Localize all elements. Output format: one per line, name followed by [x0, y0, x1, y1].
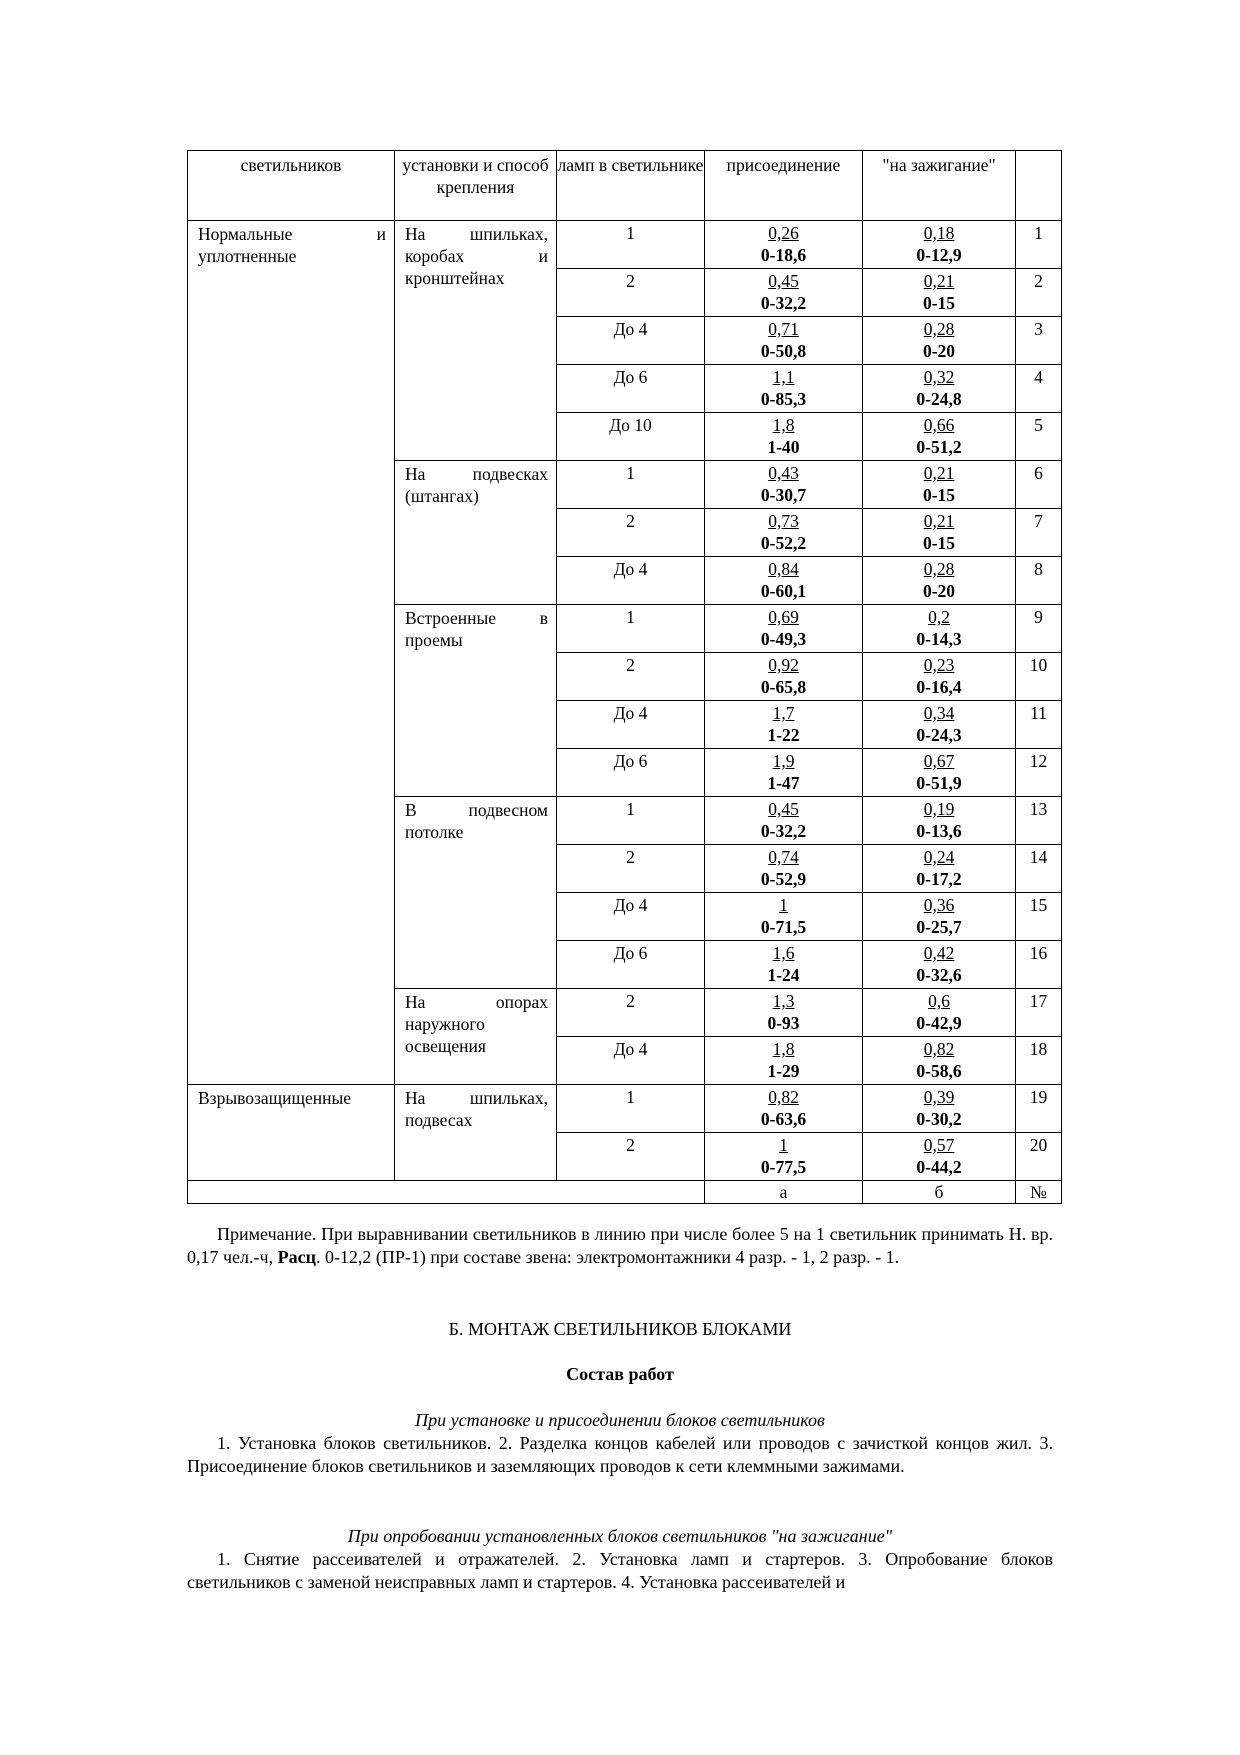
- test-heading: При опробовании установленных блоков светильников "на зажигание": [347, 1526, 893, 1546]
- install-heading: При установке и присоединении блоков светильников: [415, 1410, 825, 1430]
- price-rate: 0-42,9: [916, 1013, 962, 1033]
- mount-method-label: На подвесках (штангах): [405, 464, 548, 506]
- connection-norm-cell: [705, 413, 863, 461]
- price-rate: 0-30,7: [760, 485, 807, 505]
- table-footer-row: [188, 1181, 1062, 1204]
- price-rate: 0-17,2: [916, 869, 962, 889]
- lamp-count-cell: 2: [557, 989, 705, 1037]
- time-norm: 1,8: [772, 1039, 795, 1059]
- row-number-cell: 4: [1016, 365, 1062, 413]
- ignition-test-norm-cell: [863, 365, 1016, 413]
- ignition-test-norm-cell: [863, 701, 1016, 749]
- time-norm: 0,28: [923, 319, 955, 339]
- lamp-count-cell: До 6: [557, 749, 705, 797]
- header-cell: "на зажигание": [863, 151, 1016, 221]
- mount-method-label: На шпильках, подвесах: [405, 1088, 548, 1130]
- price-rate: 0-52,2: [760, 533, 807, 553]
- time-norm: 0,82: [923, 1039, 955, 1059]
- price-rate: 0-85,3: [760, 389, 807, 409]
- ignition-test-norm-cell: [863, 941, 1016, 989]
- mount-method-label: Встроенные в проемы: [405, 608, 548, 650]
- price-rate: 0-12,9: [916, 245, 962, 265]
- time-norm: 1,3: [772, 991, 795, 1011]
- connection-norm-cell: [705, 701, 863, 749]
- time-norm: 1,9: [772, 751, 795, 771]
- norms-table: [187, 150, 1062, 1204]
- header-cell: установки и способ крепления: [395, 151, 557, 221]
- price-rate: 1-47: [767, 773, 800, 793]
- time-norm: 0,21: [923, 511, 955, 531]
- time-norm: 0,84: [768, 559, 799, 579]
- price-rate: 0-32,2: [760, 821, 807, 841]
- lamp-count-cell: 1: [557, 461, 705, 509]
- time-norm: 0,2: [928, 607, 950, 627]
- time-norm: 0,34: [923, 703, 955, 723]
- price-rate: 0-77,5: [760, 1157, 807, 1177]
- price-rate: 0-18,6: [760, 245, 807, 265]
- mount-method-label: На шпильках, коробах и кронштейнах: [405, 224, 548, 288]
- time-norm: 0,39: [923, 1087, 955, 1107]
- connection-norm-cell: [705, 893, 863, 941]
- connection-norm-cell: [705, 509, 863, 557]
- price-rate: 0-50,8: [760, 341, 807, 361]
- lamp-count-cell: 2: [557, 653, 705, 701]
- mount-method-cell: [395, 797, 557, 989]
- time-norm: 0,92: [768, 655, 799, 675]
- time-norm: 1: [779, 1135, 788, 1155]
- time-norm: 0,73: [768, 511, 799, 531]
- connection-norm-cell: [705, 317, 863, 365]
- price-rate: 0-65,8: [760, 677, 807, 697]
- lamp-count-cell: До 6: [557, 941, 705, 989]
- connection-norm-cell: [705, 221, 863, 269]
- price-rate: 0-16,4: [916, 677, 962, 697]
- subsection-title: Состав работ: [566, 1364, 674, 1384]
- row-number-cell: 17: [1016, 989, 1062, 1037]
- connection-norm-cell: [705, 605, 863, 653]
- time-norm: 0,18: [923, 223, 955, 243]
- time-norm: 0,23: [923, 655, 955, 675]
- price-rate: 0-51,2: [916, 437, 962, 457]
- time-norm: 1,8: [772, 415, 795, 435]
- time-norm: 1: [779, 895, 788, 915]
- header-cell: [1016, 151, 1062, 221]
- row-number-cell: 10: [1016, 653, 1062, 701]
- number-column-label: №: [1016, 1181, 1062, 1204]
- luminaire-type-label: Взрывозащищенные: [198, 1088, 352, 1108]
- lamp-count-cell: До 4: [557, 557, 705, 605]
- row-number-cell: 13: [1016, 797, 1062, 845]
- mount-method-cell: [395, 221, 557, 461]
- test-text: 1. Снятие рассеивателей и отражателей. 2. Установка ламп и стартеров. 3. Опробование блоков светильников с заменой неисправных ламп и стартеров. 4. Установка рассеивателей и: [187, 1549, 1053, 1592]
- note-text-2: . 0-12,2 (ПР-1) при составе звена: электромонтажники 4 разр. - 1, 2 разр. - 1.: [315, 1247, 900, 1267]
- price-rate: 0-49,3: [760, 629, 807, 649]
- footer-empty-cell: [188, 1181, 705, 1204]
- connection-norm-cell: [705, 797, 863, 845]
- price-rate: 0-93: [767, 1013, 800, 1033]
- time-norm: 0,24: [923, 847, 955, 867]
- time-norm: 0,82: [768, 1087, 799, 1107]
- row-number-cell: 5: [1016, 413, 1062, 461]
- time-norm: 0,42: [923, 943, 955, 963]
- time-norm: 0,67: [923, 751, 955, 771]
- time-norm: 0,28: [923, 559, 955, 579]
- ignition-test-norm-cell: [863, 1133, 1016, 1181]
- ignition-test-norm-cell: [863, 605, 1016, 653]
- row-number-cell: 3: [1016, 317, 1062, 365]
- lamp-count-cell: 1: [557, 797, 705, 845]
- column-b-label: б: [863, 1181, 1016, 1204]
- time-norm: 0,6: [928, 991, 950, 1011]
- lamp-count-cell: 1: [557, 605, 705, 653]
- time-norm: 0,74: [768, 847, 799, 867]
- price-rate: 0-52,9: [760, 869, 807, 889]
- price-rate: 0-25,7: [916, 917, 962, 937]
- ignition-test-norm-cell: [863, 413, 1016, 461]
- price-rate: 0-24,3: [916, 725, 962, 745]
- time-norm: 0,26: [768, 223, 799, 243]
- price-rate: 1-29: [767, 1061, 800, 1081]
- time-norm: 0,32: [923, 367, 955, 387]
- connection-norm-cell: [705, 941, 863, 989]
- ignition-test-norm-cell: [863, 557, 1016, 605]
- row-number-cell: 16: [1016, 941, 1062, 989]
- price-rate: 0-60,1: [760, 581, 807, 601]
- price-rate: 0-63,6: [760, 1109, 807, 1129]
- time-norm: 0,19: [923, 799, 955, 819]
- price-rate: 0-14,3: [916, 629, 962, 649]
- install-block: [187, 1409, 1053, 1478]
- price-rate: 0-20: [922, 341, 956, 361]
- install-text: 1. Установка блоков светильников. 2. Разделка концов кабелей или проводов с зачисткой концов жил. 3. Присоединение блоков светильников и заземляющих проводов к сети клеммными зажимами.: [187, 1433, 1053, 1476]
- ignition-test-norm-cell: [863, 221, 1016, 269]
- time-norm: 0,45: [768, 799, 799, 819]
- time-norm: 1,6: [772, 943, 795, 963]
- section-block: [187, 1318, 1053, 1341]
- price-rate: 0-15: [922, 293, 956, 313]
- ignition-test-norm-cell: [863, 461, 1016, 509]
- row-number-cell: 8: [1016, 557, 1062, 605]
- lamp-count-cell: 2: [557, 1133, 705, 1181]
- time-norm: 1,1: [772, 367, 795, 387]
- ignition-test-norm-cell: [863, 1037, 1016, 1085]
- row-number-cell: 14: [1016, 845, 1062, 893]
- price-rate: 0-30,2: [916, 1109, 962, 1129]
- section-title: Б. МОНТАЖ СВЕТИЛЬНИКОВ БЛОКАМИ: [448, 1319, 792, 1339]
- mount-method-cell: [395, 461, 557, 605]
- connection-norm-cell: [705, 653, 863, 701]
- luminaire-type-cell: [188, 221, 395, 1085]
- note-text-1: Примечание. При выравнивании светильников в линию при числе более 5 на 1 светильник принимать Н. вр. 0,17 чел.-ч,: [187, 1224, 1053, 1267]
- luminaire-type-cell: [188, 1085, 395, 1181]
- lamp-count-cell: 2: [557, 269, 705, 317]
- connection-norm-cell: [705, 461, 863, 509]
- connection-norm-cell: [705, 1133, 863, 1181]
- connection-norm-cell: [705, 365, 863, 413]
- ignition-test-norm-cell: [863, 317, 1016, 365]
- ignition-test-norm-cell: [863, 845, 1016, 893]
- time-norm: 0,71: [768, 319, 799, 339]
- row-number-cell: 1: [1016, 221, 1062, 269]
- time-norm: 0,69: [768, 607, 799, 627]
- price-rate: 0-51,9: [916, 773, 962, 793]
- price-rate: 0-20: [922, 581, 956, 601]
- lamp-count-cell: 2: [557, 845, 705, 893]
- connection-norm-cell: [705, 557, 863, 605]
- connection-norm-cell: [705, 845, 863, 893]
- note-bold-rasc: Расц: [277, 1247, 316, 1267]
- price-rate: 0-71,5: [760, 917, 807, 937]
- price-rate: 0-58,6: [916, 1061, 962, 1081]
- price-rate: 0-32,2: [760, 293, 807, 313]
- price-rate: 0-15: [922, 485, 956, 505]
- price-rate: 1-24: [767, 965, 800, 985]
- time-norm: 0,43: [768, 463, 799, 483]
- lamp-count-cell: До 4: [557, 701, 705, 749]
- price-rate: 0-44,2: [916, 1157, 962, 1177]
- row-number-cell: 2: [1016, 269, 1062, 317]
- mount-method-label: На опорах наружного освещения: [405, 992, 548, 1056]
- price-rate: 0-24,8: [916, 389, 962, 409]
- time-norm: 0,21: [923, 271, 955, 291]
- row-number-cell: 6: [1016, 461, 1062, 509]
- row-number-cell: 7: [1016, 509, 1062, 557]
- ignition-test-norm-cell: [863, 1085, 1016, 1133]
- ignition-test-norm-cell: [863, 509, 1016, 557]
- row-number-cell: 9: [1016, 605, 1062, 653]
- lamp-count-cell: До 4: [557, 317, 705, 365]
- row-number-cell: 20: [1016, 1133, 1062, 1181]
- table-row: [188, 221, 1062, 269]
- row-number-cell: 12: [1016, 749, 1062, 797]
- note-paragraph: [187, 1223, 1053, 1269]
- test-block: [187, 1525, 1053, 1594]
- row-number-cell: 18: [1016, 1037, 1062, 1085]
- price-rate: 0-32,6: [916, 965, 962, 985]
- lamp-count-cell: До 10: [557, 413, 705, 461]
- time-norm: 1,7: [772, 703, 795, 723]
- lamp-count-cell: До 4: [557, 1037, 705, 1085]
- connection-norm-cell: [705, 749, 863, 797]
- connection-norm-cell: [705, 269, 863, 317]
- time-norm: 0,21: [923, 463, 955, 483]
- connection-norm-cell: [705, 1037, 863, 1085]
- mount-method-label: В подвесном потолке: [405, 800, 548, 842]
- note-block: [187, 1223, 1053, 1269]
- row-number-cell: 11: [1016, 701, 1062, 749]
- mount-method-cell: [395, 1085, 557, 1181]
- table-row: [188, 1085, 1062, 1133]
- ignition-test-norm-cell: [863, 653, 1016, 701]
- lamp-count-cell: 2: [557, 509, 705, 557]
- time-norm: 0,66: [923, 415, 955, 435]
- row-number-cell: 15: [1016, 893, 1062, 941]
- price-rate: 0-15: [922, 533, 956, 553]
- time-norm: 0,36: [923, 895, 955, 915]
- ignition-test-norm-cell: [863, 989, 1016, 1037]
- subsection-block: [187, 1363, 1053, 1386]
- mount-method-cell: [395, 605, 557, 797]
- connection-norm-cell: [705, 989, 863, 1037]
- time-norm: 0,57: [923, 1135, 955, 1155]
- connection-norm-cell: [705, 1085, 863, 1133]
- ignition-test-norm-cell: [863, 269, 1016, 317]
- mount-method-cell: [395, 989, 557, 1085]
- price-rate: 0-13,6: [916, 821, 962, 841]
- price-rate: 1-40: [767, 437, 800, 457]
- lamp-count-cell: 1: [557, 221, 705, 269]
- lamp-count-cell: До 4: [557, 893, 705, 941]
- ignition-test-norm-cell: [863, 893, 1016, 941]
- ignition-test-norm-cell: [863, 797, 1016, 845]
- lamp-count-cell: До 6: [557, 365, 705, 413]
- price-rate: 1-22: [767, 725, 800, 745]
- luminaire-type-label: Нормальные и уплотненные: [198, 224, 386, 266]
- header-cell: присоединение: [705, 151, 863, 221]
- header-cell: светильников: [188, 151, 395, 221]
- table-header-row: [188, 151, 1062, 221]
- lamp-count-cell: 1: [557, 1085, 705, 1133]
- ignition-test-norm-cell: [863, 749, 1016, 797]
- header-cell: ламп в светильнике: [557, 151, 705, 221]
- time-norm: 0,45: [768, 271, 799, 291]
- row-number-cell: 19: [1016, 1085, 1062, 1133]
- column-a-label: а: [705, 1181, 863, 1204]
